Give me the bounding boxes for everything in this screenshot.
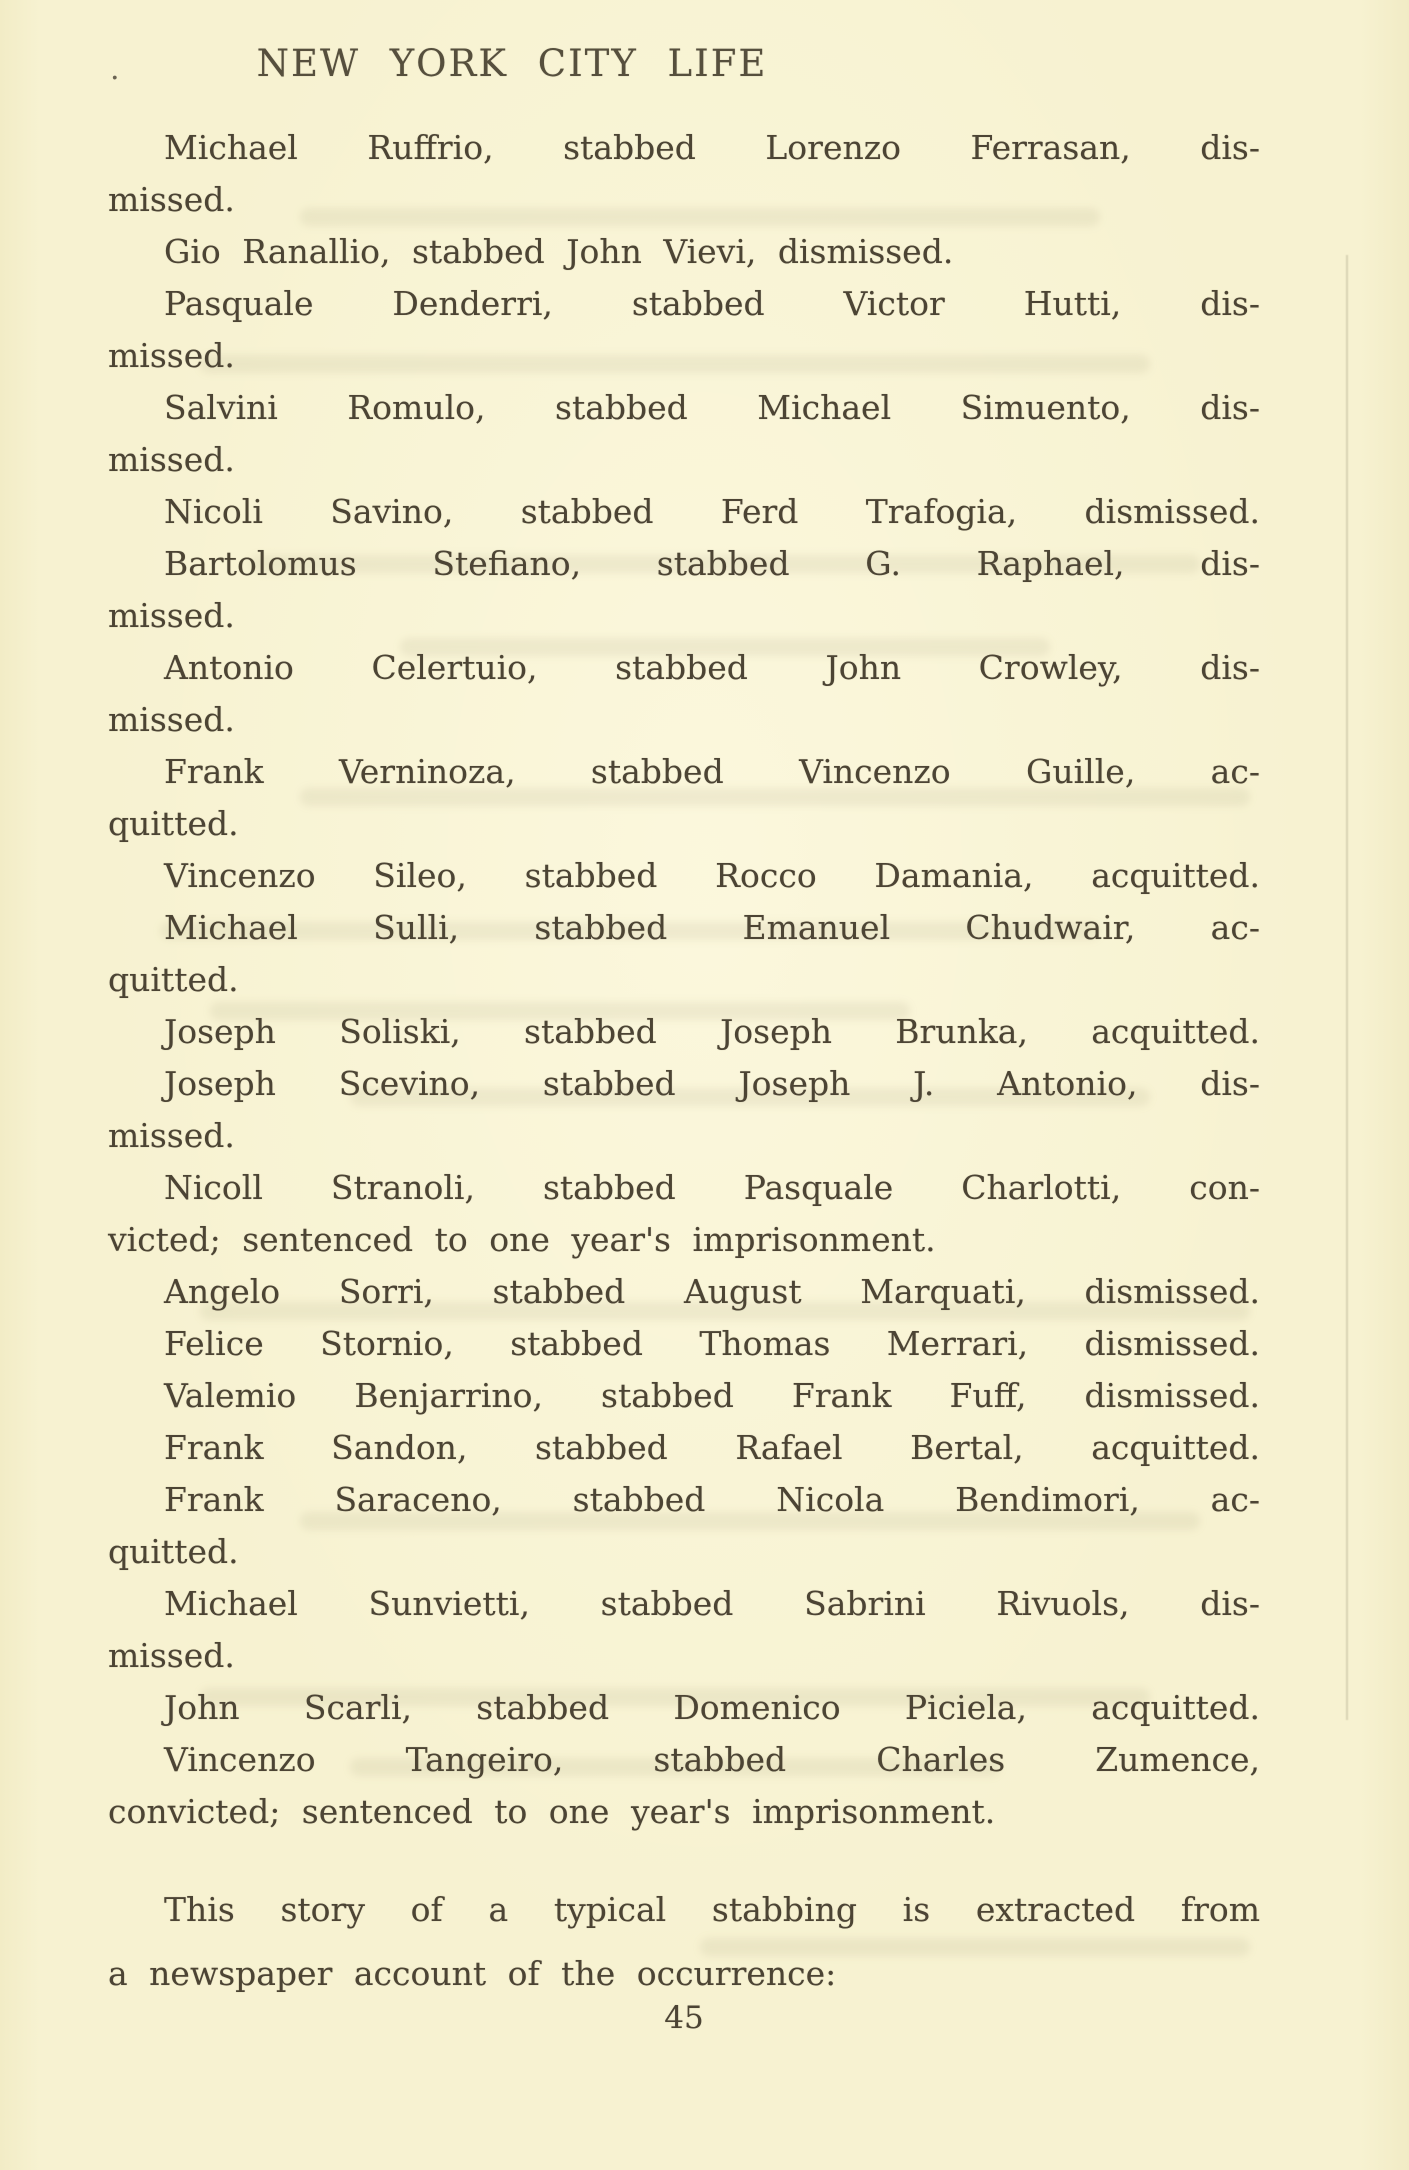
closing-line: This story of a typical stabbing is extracted from <box>164 1890 1260 1929</box>
case-line: Gio Ranallio, stabbed John Vievi, dismissed. <box>164 232 954 271</box>
case-line: John Scarli, stabbed Domenico Piciela, acquitted. <box>164 1688 1260 1727</box>
continuation-line: quitted. <box>108 960 239 999</box>
continuation-line: missed. <box>108 1116 235 1155</box>
case-line: Joseph Soliski, stabbed Joseph Brunka, acquitted. <box>164 1012 1260 1051</box>
continuation-line: quitted. <box>108 1532 239 1571</box>
case-line: Angelo Sorri, stabbed August Marquati, dismissed. <box>164 1272 1260 1311</box>
running-header: NEW YORK CITY LIFE <box>256 42 768 85</box>
case-line: Vincenzo Tangeiro, stabbed Charles Zumence, <box>164 1740 1260 1779</box>
case-line: Salvini Romulo, stabbed Michael Simuento, dis- <box>164 388 1260 427</box>
page-edge-shadow <box>1346 255 1348 1720</box>
closing-paragraph <box>108 1878 1260 2006</box>
case-line: Bartolomus Stefiano, stabbed G. Raphael, dis- <box>164 544 1260 583</box>
case-line: Vincenzo Sileo, stabbed Rocco Damania, acquitted. <box>164 856 1260 895</box>
case-line: Joseph Scevino, stabbed Joseph J. Antonio, dis- <box>164 1064 1260 1103</box>
case-line: Frank Verninoza, stabbed Vincenzo Guille, ac- <box>164 752 1260 791</box>
case-line: Frank Sandon, stabbed Rafael Bertal, acquitted. <box>164 1428 1260 1467</box>
case-line: Michael Sulli, stabbed Emanuel Chudwair, ac- <box>164 908 1260 947</box>
continuation-line: missed. <box>108 700 235 739</box>
stray-margin-mark: . <box>110 52 120 87</box>
case-line: Frank Saraceno, stabbed Nicola Bendimori, ac- <box>164 1480 1260 1519</box>
continuation-line: missed. <box>108 180 235 219</box>
case-line: Nicoll Stranoli, stabbed Pasquale Charlotti, con- <box>164 1168 1260 1207</box>
case-line: Michael Sunvietti, stabbed Sabrini Rivuols, dis- <box>164 1584 1260 1623</box>
case-line: Pasquale Denderri, stabbed Victor Hutti, dis- <box>164 284 1260 323</box>
case-line: Felice Stornio, stabbed Thomas Merrari, dismissed. <box>164 1324 1260 1363</box>
continuation-line: missed. <box>108 440 235 479</box>
continuation-line: convicted; sentenced to one year's imprisonment. <box>108 1792 996 1831</box>
continuation-line: missed. <box>108 596 235 635</box>
case-line: Antonio Celertuio, stabbed John Crowley, dis- <box>164 648 1260 687</box>
continuation-line: quitted. <box>108 804 239 843</box>
case-line: Valemio Benjarrino, stabbed Frank Fuff, dismissed. <box>164 1376 1260 1415</box>
case-line: Nicoli Savino, stabbed Ferd Trafogia, dismissed. <box>164 492 1260 531</box>
case-line: Michael Ruffrio, stabbed Lorenzo Ferrasan, dis- <box>164 128 1260 167</box>
case-list <box>108 122 1260 1838</box>
closing-line: a newspaper account of the occurrence: <box>108 1954 837 1993</box>
continuation-line: missed. <box>108 336 235 375</box>
continuation-line: victed; sentenced to one year's imprisonment. <box>108 1220 936 1259</box>
page-number: 45 <box>664 2000 704 2036</box>
continuation-line: missed. <box>108 1636 235 1675</box>
